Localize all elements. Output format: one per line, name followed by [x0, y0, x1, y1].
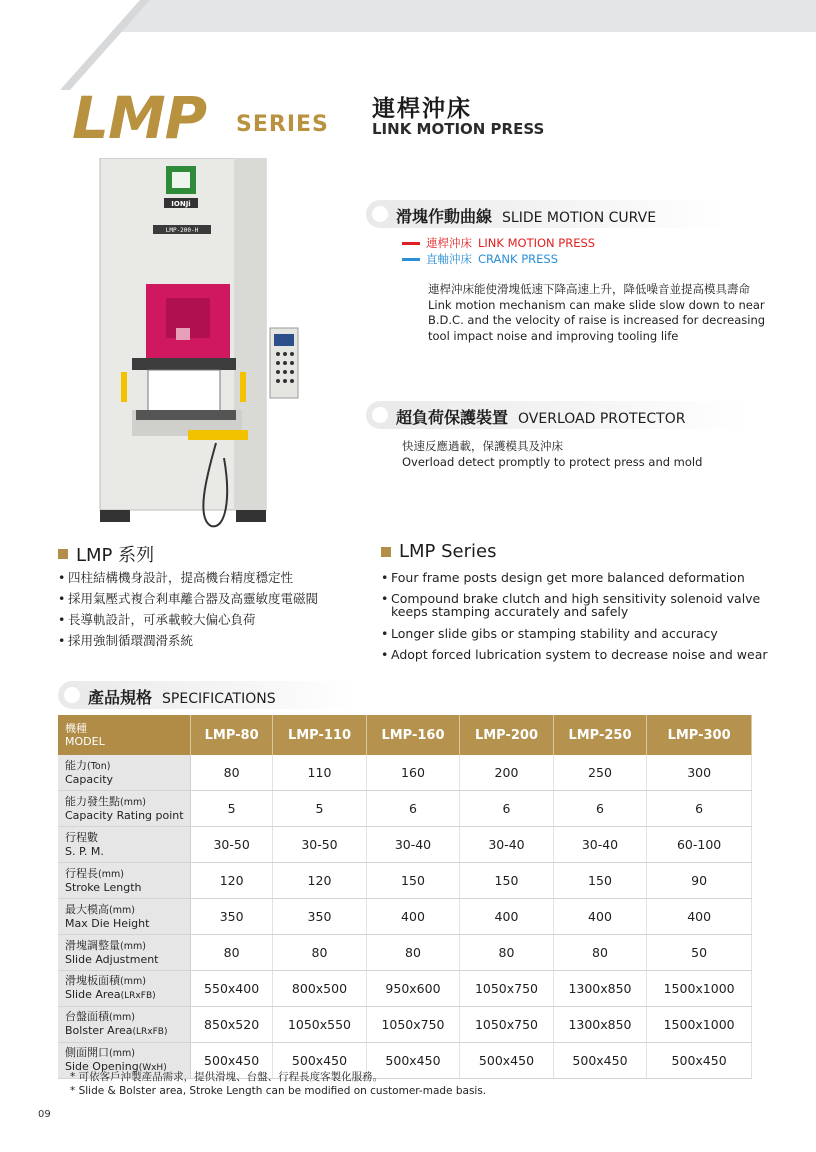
page-title-zh: 連桿沖床 — [372, 96, 472, 122]
table-cell: 80 — [191, 935, 273, 971]
row-label: 行程數 S. P. M. — [58, 827, 191, 863]
table-cell: 500x450 — [460, 1043, 554, 1079]
table-cell: 60-100 — [647, 827, 752, 863]
table-cell: 1500x1000 — [647, 971, 752, 1007]
table-cell: 1500x1000 — [647, 1007, 752, 1043]
list-item: • 四柱結構機身設計，提高機台精度穩定性 — [58, 570, 294, 585]
overload-heading-zh: 超負荷保護裝置 — [396, 408, 509, 427]
row-label: 滑塊調整量(mm) Slide Adjustment — [58, 935, 191, 971]
table-cell: 120 — [273, 863, 367, 899]
table-header-row — [58, 715, 752, 755]
table-cell: 5 — [273, 791, 367, 827]
legend-item-crank: 直軸沖床 CRANK PRESS — [402, 251, 595, 267]
column-header: LMP-200 — [460, 715, 554, 755]
table-cell: 350 — [273, 899, 367, 935]
brand-series: SERIES — [236, 112, 329, 137]
table-cell: 80 — [191, 755, 273, 791]
series-en-list — [381, 567, 768, 665]
table-cell: 550x400 — [191, 971, 273, 1007]
table-cell: 500x450 — [647, 1043, 752, 1079]
table-cell: 80 — [273, 935, 367, 971]
table-cell: 300 — [647, 755, 752, 791]
table-cell: 80 — [460, 935, 554, 971]
table-cell: 1050x750 — [460, 1007, 554, 1043]
bullet-dot — [372, 407, 388, 423]
row-label: 側面開口(mm) Side Opening(WxH) — [58, 1043, 191, 1079]
column-header: LMP-160 — [366, 715, 460, 755]
legend-item-link: 連桿沖床 LINK MOTION PRESS — [402, 235, 595, 251]
table-cell: 6 — [647, 791, 752, 827]
row-label: 行程長(mm) Stroke Length — [58, 863, 191, 899]
slide-motion-heading-en: SLIDE MOTION CURVE — [502, 210, 657, 226]
overload-heading — [366, 401, 746, 429]
table-cell: 350 — [191, 899, 273, 935]
table-cell: 30-50 — [191, 827, 273, 863]
list-item: • Four frame posts design get more balanced deformation — [381, 570, 745, 585]
header-decoration — [0, 0, 816, 90]
table-cell: 30-40 — [553, 827, 647, 863]
table-cell: 400 — [366, 899, 460, 935]
table-row — [58, 827, 752, 863]
table-cell: 1050x750 — [366, 1007, 460, 1043]
list-item: • 長導軌設計，可承載較大偏心負荷 — [58, 612, 256, 627]
table-cell: 500x450 — [273, 1043, 367, 1079]
specifications-heading — [58, 681, 358, 709]
page-number: 09 — [38, 1109, 51, 1120]
table-cell: 400 — [460, 899, 554, 935]
table-cell: 160 — [366, 755, 460, 791]
table-cell: 400 — [553, 899, 647, 935]
table-cell: 110 — [273, 755, 367, 791]
machine-model-plate: LMP-200-H — [165, 227, 199, 234]
table-cell: 250 — [553, 755, 647, 791]
table-cell: 150 — [553, 863, 647, 899]
column-header: LMP-300 — [647, 715, 752, 755]
table-cell: 1050x550 — [273, 1007, 367, 1043]
list-item: • Longer slide gibs or stamping stability and accuracy — [381, 626, 718, 641]
table-row — [58, 971, 752, 1007]
list-item-continuation: keeps stamping accurately and safely — [391, 604, 629, 619]
series-en-title: LMP Series — [381, 541, 497, 562]
specs-heading-zh: 產品規格 — [88, 688, 153, 707]
table-cell: 6 — [553, 791, 647, 827]
table-cell: 150 — [366, 863, 460, 899]
list-item: • 採用氣壓式複合剎車離合器及高靈敏度電磁閥 — [58, 591, 319, 606]
table-cell: 6 — [366, 791, 460, 827]
table-cell: 1300x850 — [553, 1007, 647, 1043]
table-cell: 150 — [460, 863, 554, 899]
square-bullet-icon — [58, 549, 68, 559]
row-label: 滑塊板面積(mm) Slide Area(LRxFB) — [58, 971, 191, 1007]
specifications-table — [58, 715, 752, 1079]
table-row — [58, 899, 752, 935]
overload-description: 快速反應過載，保護模具及沖床 Overload detect promptly to protect press and mold — [402, 439, 703, 469]
table-row — [58, 863, 752, 899]
legend-line-blue — [402, 258, 420, 261]
table-row — [58, 935, 752, 971]
model-header: 機種 MODEL — [58, 715, 191, 755]
row-label: 最大模高(mm) Max Die Height — [58, 899, 191, 935]
footnotes: * 可依客戶沖製產品需求，提供滑塊、台盤、行程長度客製化服務。 * Slide & Bolster area, Stroke Length can be modified on customer-made basis. — [70, 1071, 487, 1097]
table-cell: 500x450 — [191, 1043, 273, 1079]
table-cell: 80 — [366, 935, 460, 971]
column-header: LMP-250 — [553, 715, 647, 755]
legend-line-red — [402, 242, 420, 245]
machine-badge: IONJi — [171, 200, 191, 208]
bullet-dot — [372, 206, 388, 222]
table-cell: 950x600 — [366, 971, 460, 1007]
table-cell: 50 — [647, 935, 752, 971]
table-cell: 800x500 — [273, 971, 367, 1007]
table-cell: 400 — [647, 899, 752, 935]
slide-motion-heading-zh: 滑塊作動曲線 — [396, 207, 493, 226]
list-item: • Adopt forced lubrication system to decrease noise and wear — [381, 647, 768, 662]
row-label: 能力發生點(mm) Capacity Rating point — [58, 791, 191, 827]
row-label: 台盤面積(mm) Bolster Area(LRxFB) — [58, 1007, 191, 1043]
table-cell: 200 — [460, 755, 554, 791]
table-cell: 120 — [191, 863, 273, 899]
slide-motion-description: 連桿沖床能使滑塊低速下降高速上升，降低噪音並提高模具壽命 Link motion mechanism can make slide slow down to near B.D.C. and the velocity of raise is increased for decreasing tool impact noise and improving tooling life — [428, 282, 766, 343]
overload-heading-en: OVERLOAD PROTECTOR — [518, 411, 686, 427]
table-cell: 1050x750 — [460, 971, 554, 1007]
table-cell: 1300x850 — [553, 971, 647, 1007]
table-cell: 850x520 — [191, 1007, 273, 1043]
series-zh-title: LMP 系列 — [58, 541, 154, 567]
table-cell: 30-40 — [366, 827, 460, 863]
bullet-dot — [64, 687, 80, 703]
table-row — [58, 791, 752, 827]
column-header: LMP-80 — [191, 715, 273, 755]
page-title-en: LINK MOTION PRESS — [372, 120, 545, 138]
table-cell: 90 — [647, 863, 752, 899]
table-cell: 30-40 — [460, 827, 554, 863]
list-item: • 採用強制循環潤滑系統 — [58, 633, 194, 648]
list-item: • Compound brake clutch and high sensitivity solenoid valve — [381, 591, 761, 606]
square-bullet-icon — [381, 547, 391, 557]
table-cell: 30-50 — [273, 827, 367, 863]
slide-motion-heading — [366, 200, 726, 228]
row-label: 能力(Ton) Capacity — [58, 755, 191, 791]
slide-motion-legend — [402, 235, 595, 267]
table-row — [58, 755, 752, 791]
table-cell: 80 — [553, 935, 647, 971]
table-cell: 5 — [191, 791, 273, 827]
table-row — [58, 1007, 752, 1043]
table-cell: 500x450 — [366, 1043, 460, 1079]
column-header: LMP-110 — [273, 715, 367, 755]
brand-name: LMP — [72, 84, 207, 152]
press-machine-image — [96, 158, 300, 530]
table-cell: 6 — [460, 791, 554, 827]
series-zh-list — [58, 567, 318, 651]
specs-heading-en: SPECIFICATIONS — [162, 691, 276, 707]
table-cell: 500x450 — [553, 1043, 647, 1079]
